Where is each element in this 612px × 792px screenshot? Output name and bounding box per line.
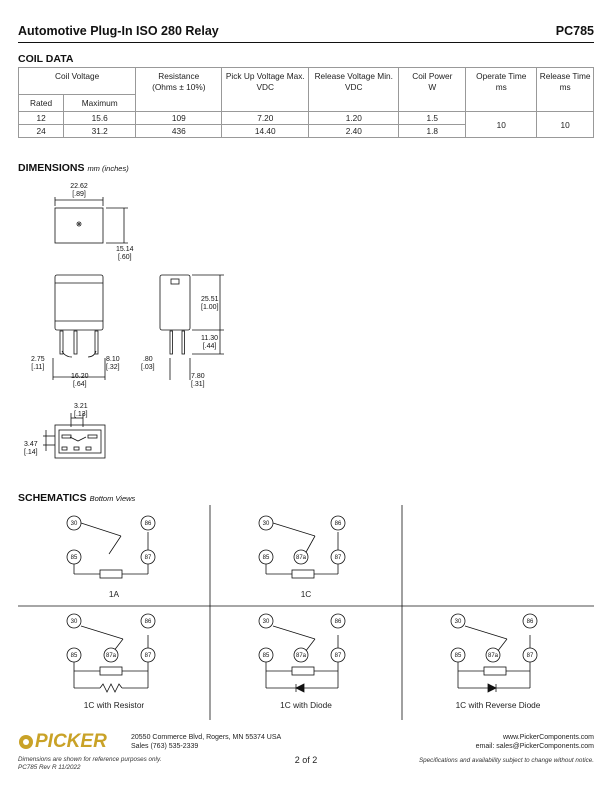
cell-release: 1.20 <box>309 112 399 125</box>
schematic-label-1c-diode: 1C with Diode <box>280 700 332 710</box>
col-pickup-voltage: Pick Up Voltage Max. VDC <box>222 68 309 112</box>
footer-contact-block <box>476 733 594 751</box>
page-number: 2 of 2 <box>294 755 318 765</box>
pin-label-87: 87 <box>144 653 152 659</box>
dimension-drawings <box>0 175 240 470</box>
height-label: 25.51 [1.00] <box>201 296 219 311</box>
footer-spec-note: Specifications and availability subject to change without notice. <box>418 757 594 764</box>
col-release-time: Release Time ms <box>537 68 594 112</box>
schematic-label-1c-reverse-diode: 1C with Reverse Diode <box>455 700 541 710</box>
col-coil-power: Coil Power W <box>399 68 466 112</box>
col-coil-voltage: Coil Voltage <box>19 68 136 95</box>
pin-label-87: 87 <box>334 653 342 659</box>
cell-maximum: 31.2 <box>64 125 136 138</box>
pin-a-label: 2.75 [.11] <box>31 356 45 371</box>
footer-website[interactable]: www.PickerComponents.com <box>502 734 594 741</box>
cell-power: 1.5 <box>399 112 466 125</box>
side-pin-b <box>182 331 185 354</box>
depth-label: 15.14 [.60] <box>116 246 134 261</box>
pin-label-85: 85 <box>70 653 78 659</box>
footer-email[interactable]: email: sales@PickerComponents.com <box>475 743 594 750</box>
cell-maximum: 15.6 <box>64 112 136 125</box>
top-view-outline <box>55 208 103 243</box>
pin-label-87: 87 <box>526 653 534 659</box>
cell-resistance: 436 <box>136 125 222 138</box>
pin-label-87a: 87a <box>105 653 117 659</box>
cell-pickup: 14.40 <box>222 125 309 138</box>
footer-sales: Sales (763) 535-2339 <box>131 743 199 750</box>
thickness-label: .80 [.03] <box>141 356 155 371</box>
cell-resistance: 109 <box>136 112 222 125</box>
pin-label-87a: 87a <box>295 555 307 561</box>
schematic-1a <box>74 523 148 578</box>
pin-label-30: 30 <box>262 521 270 527</box>
dimensions-heading: DIMENSIONS mm (inches) <box>18 162 129 174</box>
diode-symbol <box>296 684 304 692</box>
pin-b-label: 8.10 [.32] <box>106 356 120 371</box>
footer-address: 20550 Commerce Blvd, Rogers, MN 55374 USA <box>131 734 282 741</box>
pin-label-87: 87 <box>334 555 342 561</box>
col-maximum: Maximum <box>64 95 136 112</box>
bottom-a-label: 3.21 [.13] <box>74 403 88 418</box>
cell-release-time: 10 <box>537 112 594 138</box>
cell-rated: 12 <box>19 112 64 125</box>
resistor-symbol <box>100 684 122 692</box>
pin-label-86: 86 <box>334 619 342 625</box>
side-view-latch <box>171 279 179 284</box>
schematics-heading: SCHEMATICS Bottom Views <box>18 492 136 504</box>
cell-operate-time: 10 <box>466 112 537 138</box>
pin-label-86: 86 <box>334 521 342 527</box>
span-label: 16.20 [.64] <box>71 373 89 388</box>
table-row <box>19 112 594 125</box>
pin-label-30: 30 <box>454 619 462 625</box>
pin-label-85: 85 <box>262 555 270 561</box>
width-label: 22.62 [.89] <box>70 183 88 198</box>
footer-disclaimer: Dimensions are shown for reference purposes only. <box>18 756 162 763</box>
pin-85 <box>60 331 63 354</box>
side-view-outline <box>160 275 190 330</box>
picker-logo: PICKER <box>18 731 122 753</box>
footer-address-block <box>131 733 281 751</box>
part-number: PC785 <box>555 24 594 38</box>
pin-label-86: 86 <box>144 521 152 527</box>
col-resistance: Resistance (Ohms ± 10%) <box>136 68 222 112</box>
coil-data-table <box>18 67 594 138</box>
pin-label-85: 85 <box>70 555 78 561</box>
footer-revision: PC785 Rev R 11/2022 <box>18 764 81 771</box>
cell-power: 1.8 <box>399 125 466 138</box>
pin-length-label: 11.30 [.44] <box>201 335 218 350</box>
col-rated: Rated <box>19 95 64 112</box>
col-release-voltage: Release Voltage Min. VDC <box>309 68 399 112</box>
reverse-diode-symbol <box>488 684 496 692</box>
pin-label-86: 86 <box>526 619 534 625</box>
pin-label-30: 30 <box>262 619 270 625</box>
bottom-view-inner <box>59 430 101 453</box>
schematic-label-1c-resistor: 1C with Resistor <box>83 700 145 710</box>
side-pin-a <box>170 331 173 354</box>
schematics-diagram <box>0 505 612 720</box>
pin-label-87: 87 <box>144 555 152 561</box>
pin-label-30: 30 <box>70 521 78 527</box>
header-rule <box>18 42 594 43</box>
pin-label-87a: 87a <box>295 653 307 659</box>
document-title: Automotive Plug-In ISO 280 Relay <box>18 24 219 38</box>
cell-pickup: 7.20 <box>222 112 309 125</box>
pin-label-30: 30 <box>70 619 78 625</box>
pin-30 <box>74 331 77 354</box>
pin-label-87a: 87a <box>487 653 499 659</box>
col-operate-time: Operate Time ms <box>466 68 537 112</box>
coil-data-heading: COIL DATA <box>18 53 74 65</box>
schematic-label-1a: 1A <box>108 589 120 599</box>
schematic-label-1c: 1C <box>300 589 312 599</box>
side-label: 7.80 [.31] <box>191 373 205 388</box>
pin-label-85: 85 <box>262 653 270 659</box>
pin-87 <box>95 331 98 354</box>
pin-label-85: 85 <box>454 653 462 659</box>
footer-disclaimer-block <box>18 756 161 772</box>
cell-release: 2.40 <box>309 125 399 138</box>
pin-label-86: 86 <box>144 619 152 625</box>
cell-rated: 24 <box>19 125 64 138</box>
bottom-b-label: 3.47 [.14] <box>24 441 38 456</box>
